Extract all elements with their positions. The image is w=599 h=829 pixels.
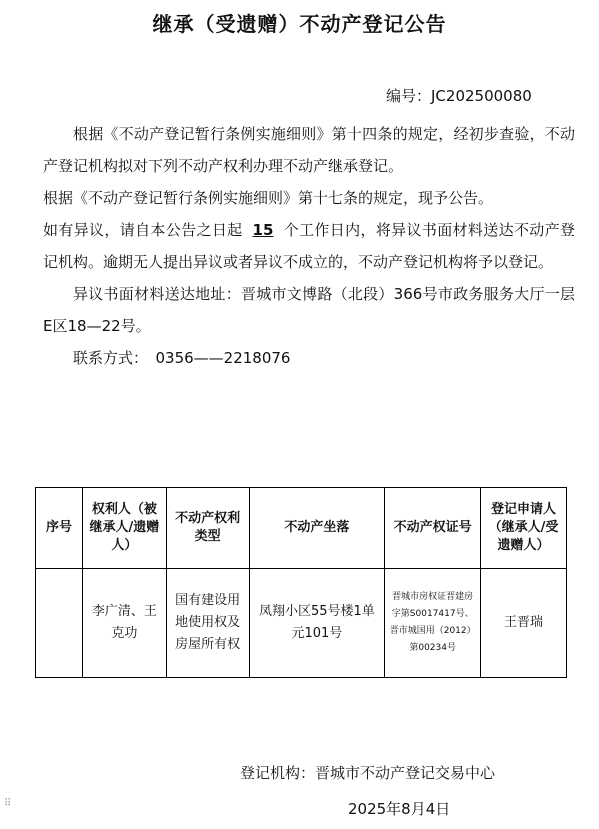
paragraph-announcement: 根据《不动产登记暂行条例实施细则》第十七条的规定，现予公告。 xyxy=(43,189,494,207)
announcement-body xyxy=(43,118,575,374)
header-cert-no: 不动产权证号 xyxy=(385,488,481,569)
announcement-date: 2025年8月4日 xyxy=(348,800,451,818)
header-seq: 序号 xyxy=(36,488,83,569)
paragraph-contact: 联系方式： 0356——2218076 xyxy=(73,349,291,367)
cell-cert-no: 晋城市房权证晋建房字第S0017417号、晋市城国用（2012）第00234号 xyxy=(385,569,481,678)
paragraph-legal-basis: 根据《不动产登记暂行条例实施细则》第十四条的规定，经初步查验，不动产登记机构拟对下列不动产权利办理不动产继承登记。 xyxy=(43,125,575,175)
paragraph-objection xyxy=(43,214,575,278)
objection-days: 15 xyxy=(252,221,274,239)
document-number: 编号：JC202500080 xyxy=(386,87,532,105)
objection-text-after: 个工作日内，将异议书面材料送达不动产登记机构。逾期无人提出异议或者异议不成立的，不动产登记机构将予以登记。 xyxy=(43,221,575,271)
cell-applicant: 王晋瑞 xyxy=(481,569,567,678)
cell-location: 凤翔小区55号楼1单元101号 xyxy=(249,569,385,678)
table-header-row xyxy=(36,488,567,569)
registration-agency: 登记机构：晋城市不动产登记交易中心 xyxy=(240,764,496,782)
property-table xyxy=(35,487,567,678)
header-right-type: 不动产权利类型 xyxy=(166,488,249,569)
cell-holder: 李广清、王克功 xyxy=(82,569,166,678)
drag-handle-icon[interactable]: ⠿ xyxy=(4,798,13,809)
objection-text-before: 如有异议，请自本公告之日起 xyxy=(43,221,243,239)
cell-right-type: 国有建设用地使用权及房屋所有权 xyxy=(166,569,249,678)
cell-seq xyxy=(36,569,83,678)
page-title: 继承（受遗赠）不动产登记公告 xyxy=(152,12,447,36)
table-row xyxy=(36,569,567,678)
header-applicant: 登记申请人（继承人/受遗赠人） xyxy=(481,488,567,569)
header-holder: 权利人（被继承人/遗赠人） xyxy=(82,488,166,569)
header-location: 不动产坐落 xyxy=(249,488,385,569)
paragraph-address: 异议书面材料送达地址：晋城市文博路（北段）366号市政务服务大厅一层E区18—22号。 xyxy=(43,285,575,335)
